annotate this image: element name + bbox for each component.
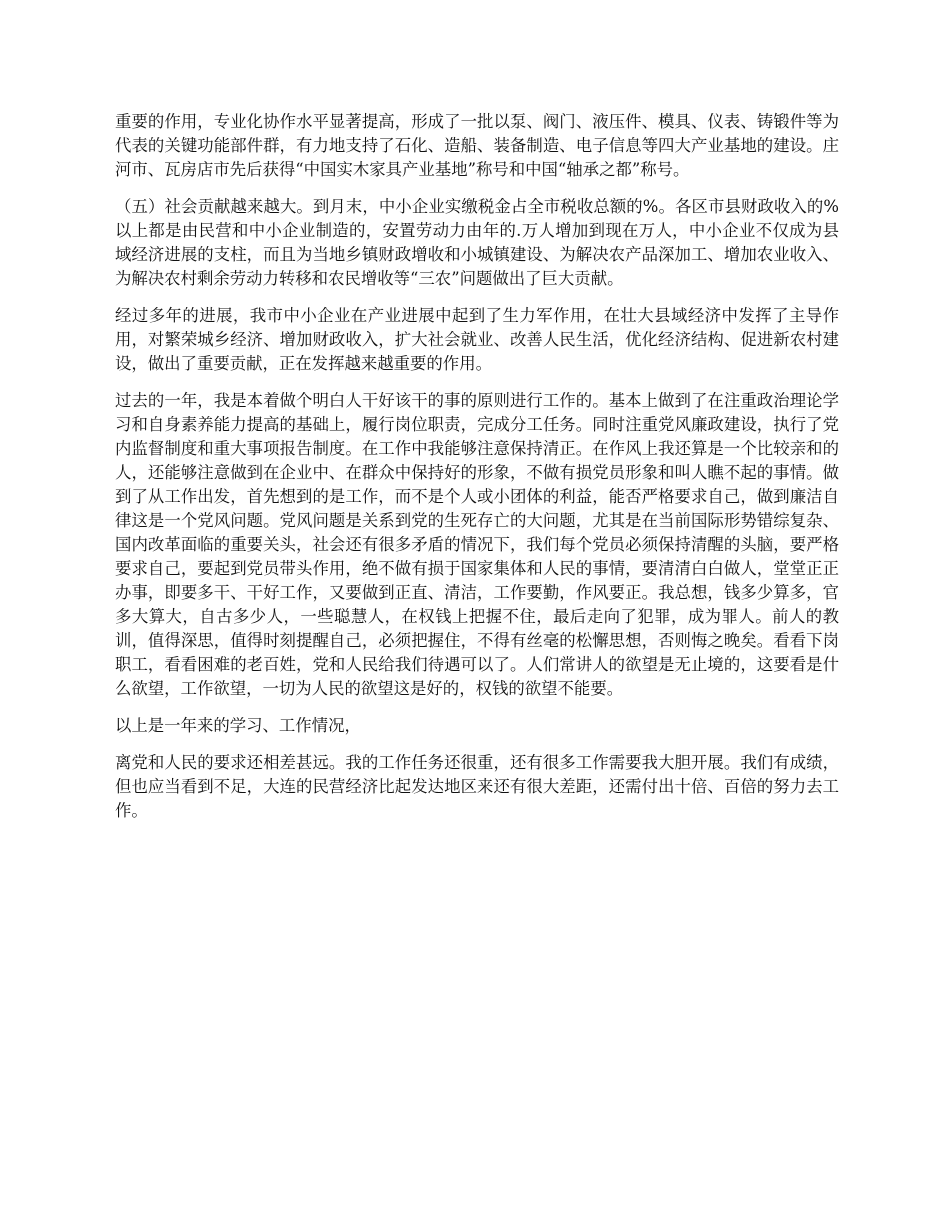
paragraph-closing-remarks: 离党和人民的要求还相差甚远。我的工作任务还很重，还有很多工作需要我大胆开展。我们有成绩，但也应当看到不足，大连的民营经济比起发达地区来还有很大差距，还需付出十倍、百倍的努力去工作。 — [115, 753, 839, 820]
paragraph-development-summary: 经过多年的进展，我市中小企业在产业进展中起到了生力军作用，在壮大县域经济中发挥了主导作用，对繁荣城乡经济、增加财政收入，扩大社会就业、改善人民生活，优化经济结构、促进新农村建设，做出了重要贡献，正在发挥越来越重要的作用。 — [115, 306, 839, 373]
paragraph-industry-clusters: 重要的作用，专业化协作水平显著提高，形成了一批以泵、阀门、液压件、模具、仪表、铸锻件等为代表的关键功能部件群，有力地支持了石化、造船、装备制造、电子信息等四大产业基地的建设。庄河市、瓦房店市先后获得“中国实木家具产业基地”称号和中国“轴承之都”称号。 — [115, 112, 839, 179]
paragraph-social-contribution: （五）社会贡献越来越大。到月末，中小企业实缴税金占全市税收总额的%。各区市县财政收入的%以上都是由民营和中小企业制造的，安置劳动力由年的.万人增加到现在万人，中小企业不仅成为县域经济进展的支柱，而且为当地乡镇财政增收和小城镇建设、为解决农产品深加工、增加农业收入、为解决农村剩余劳动力转移和农民增收等“三农”问题做出了巨大贡献。 — [115, 197, 839, 288]
paragraph-personal-review: 过去的一年，我是本着做个明白人干好该干的事的原则进行工作的。基本上做到了在注重政治理论学习和自身素养能力提高的基础上，履行岗位职责，完成分工任务。同时注重党风廉政建设，执行了党内监督制度和重大事项报告制度。在工作中我能够注意保持清正。在作风上我还算是一个比较亲和的人，还能够注意做到在企业中、在群众中保持好的形象，不做有损党员形象和叫人瞧不起的事情。做到了从工作出发，首先想到的是工作，而不是个人或小团体的利益，能否严格要求自己，做到廉洁自律这是一个党风问题。党风问题是关系到党的生死存亡的大问题，尤其是在当前国际形势错综复杂、国内改革面临的重要关头，社会还有很多矛盾的情况下，我们每个党员必须保持清醒的头脑，要严格要求自己，要起到党员带头作用，绝不做有损于国家集体和人民的事情，要清清白白做人，堂堂正正办事，即要多干、干好工作，又要做到正直、清洁，工作要勤，作风要正。我总想，钱多少算多，官多大算大，自古多少人，一些聪慧人，在权钱上把握不住，最后走向了犯罪，成为罪人。前人的教训，值得深思，值得时刻提醒自己，必须把握住，不得有丝毫的松懈思想，否则悔之晚矣。看看下岗职工，看看困难的老百姓，党和人民给我们待遇可以了。人们常讲人的欲望是无止境的，这要看是什么欲望，工作欲望，一切为人民的欲望这是好的，权钱的欲望不能要。 — [115, 391, 839, 698]
document-page — [115, 110, 839, 836]
paragraph-closing-intro: 以上是一年来的学习、工作情况， — [115, 716, 361, 735]
